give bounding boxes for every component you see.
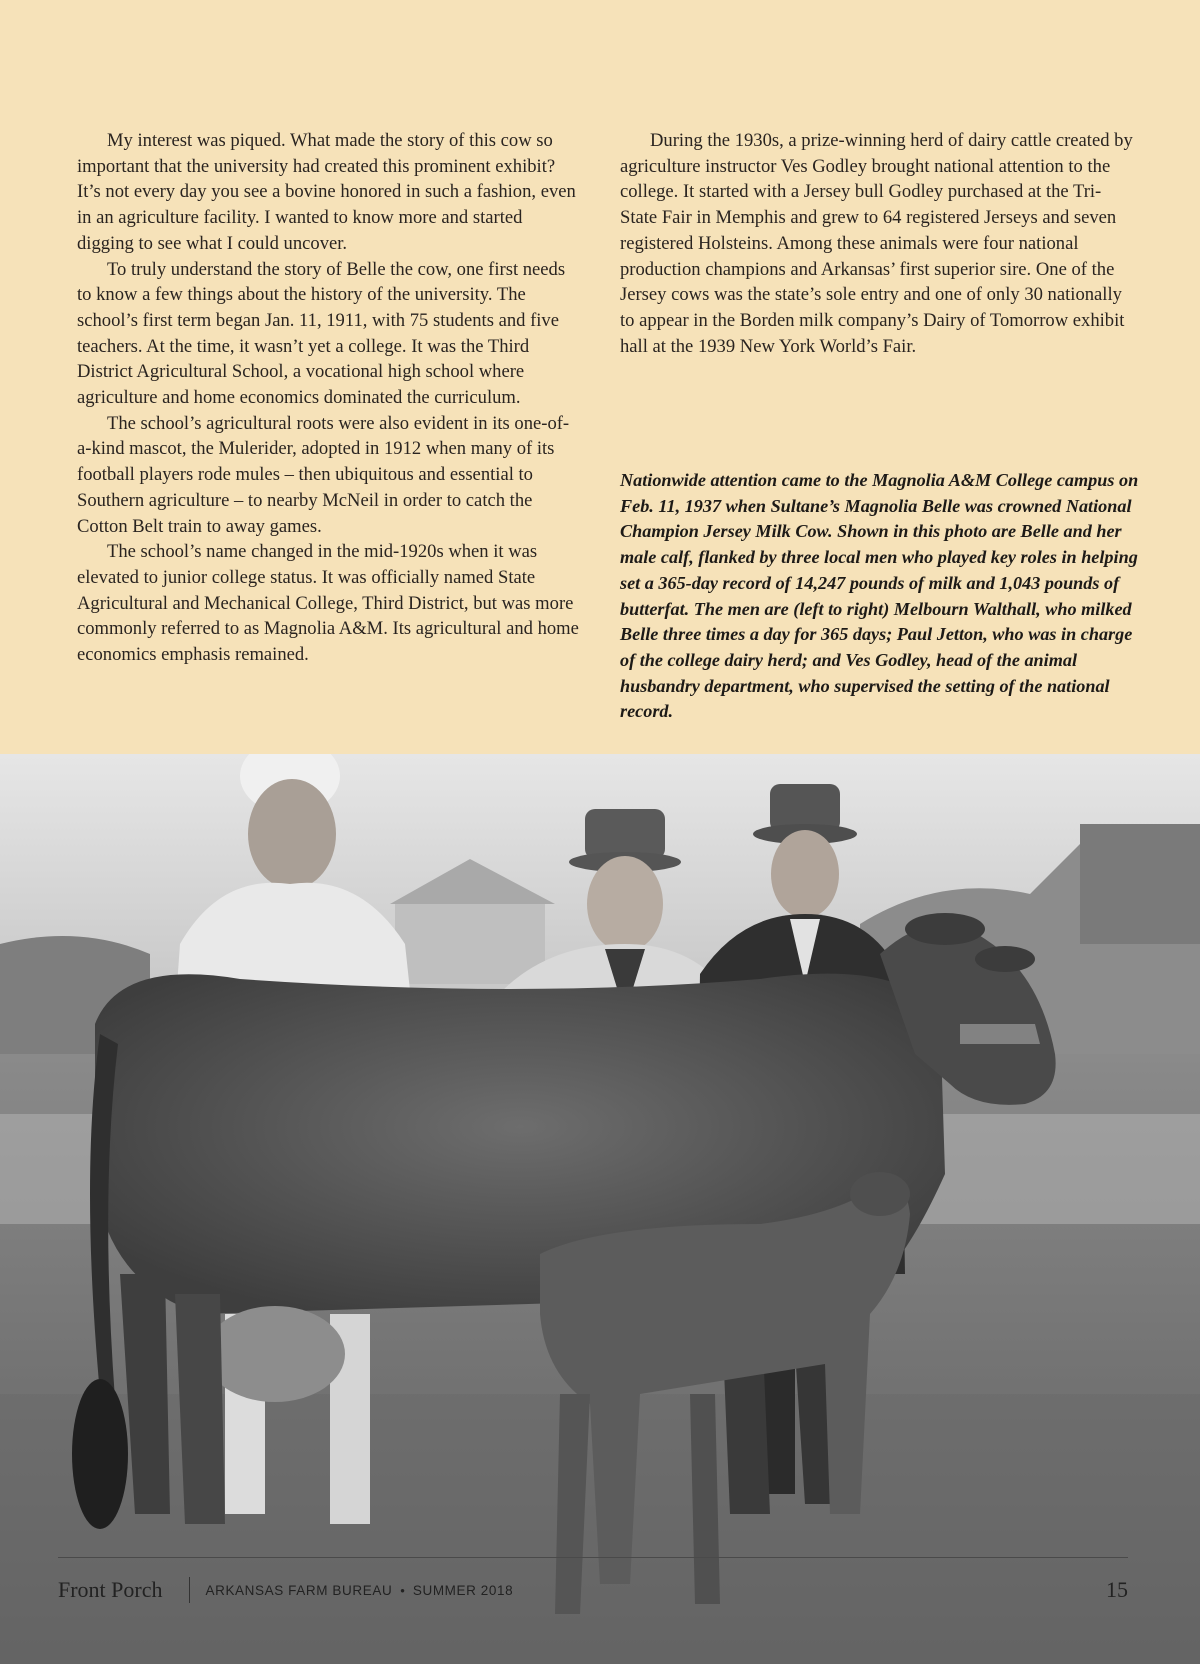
issue-date: SUMMER 2018 <box>412 1582 514 1598</box>
paragraph: The school’s name changed in the mid-1920s when it was elevated to junior college status. It was officially named State Agricultural and Mechanical College, Third District, but was more commonly referred to as Magnolia A&M. Its agricultural and home economics emphasis remained. <box>77 541 579 666</box>
paragraph: The school’s agricultural roots were also evident in its one-of-a-kind mascot, the Mulerider, adopted in 1912 when many of its football players rode mules – then ubiquitous and essential to Southern agriculture – to nearby McNeil in order to catch the Cotton Belt train to away games. <box>77 412 570 537</box>
article-column-left <box>77 128 580 668</box>
article-column-right <box>620 128 1135 359</box>
photo-illustration <box>0 754 1200 1664</box>
page-footer <box>58 1572 1128 1608</box>
paragraph: During the 1930s, a prize-winning herd of dairy cattle created by agriculture instructor Ves Godley brought national attention to the college. It started with a Jersey bull Godley purchased at the Tri-State Fair in Memphis and grew to 64 registered Jerseys and seven registered Holsteins. Among these animals were four national production champions and Arkansas’ first superior sire. One of the Jersey cows was the state’s sole entry and one of only 30 nationally to appear in the Borden milk company’s Dairy of Tomorrow exhibit hall at the 1939 New York World’s Fair. <box>620 130 1133 357</box>
paragraph: To truly understand the story of Belle the cow, one first needs to know a few things about the history of the university. The school’s first term began Jan. 11, 1911, with 75 students and five teachers. At the time, it wasn’t yet a college. It was the Third District Agricultural School, a vocational high school where agriculture and home economics dominated the curriculum. <box>77 258 566 409</box>
bullet-separator: • <box>400 1582 405 1598</box>
organization-name: ARKANSAS FARM BUREAU <box>205 1582 393 1598</box>
paragraph: My interest was piqued. What made the story of this cow so important that the university had created this prominent exhibit? It’s not every day you see a bovine honored in such a fashion, even in an agriculture facility. I wanted to know more and started digging to see what I could uncover. <box>77 130 576 254</box>
historic-photo-cow-and-calf <box>0 754 1200 1664</box>
photo-caption: Nationwide attention came to the Magnolia A&M College campus on Feb. 11, 1937 when Sultane’s Magnolia Belle was crowned National Champion Jersey Milk Cow. Shown in this photo are Belle and her male calf, flanked by three local men who played key roles in helping set a 365-day record of 14,247 pounds of milk and 1,043 pounds of butterfat. The men are (left to right) Melbourn Walthall, who milked Belle three times a day for 365 days; Paul Jetton, who was in charge of the college dairy herd; and Ves Godley, head of the animal husbandry department, who supervised the setting of the national record. <box>620 470 1139 722</box>
footer-divider <box>58 1557 1128 1558</box>
footer-separator <box>189 1577 190 1603</box>
page-number: 15 <box>1106 1577 1128 1602</box>
publication-name: Front Porch <box>58 1577 163 1602</box>
